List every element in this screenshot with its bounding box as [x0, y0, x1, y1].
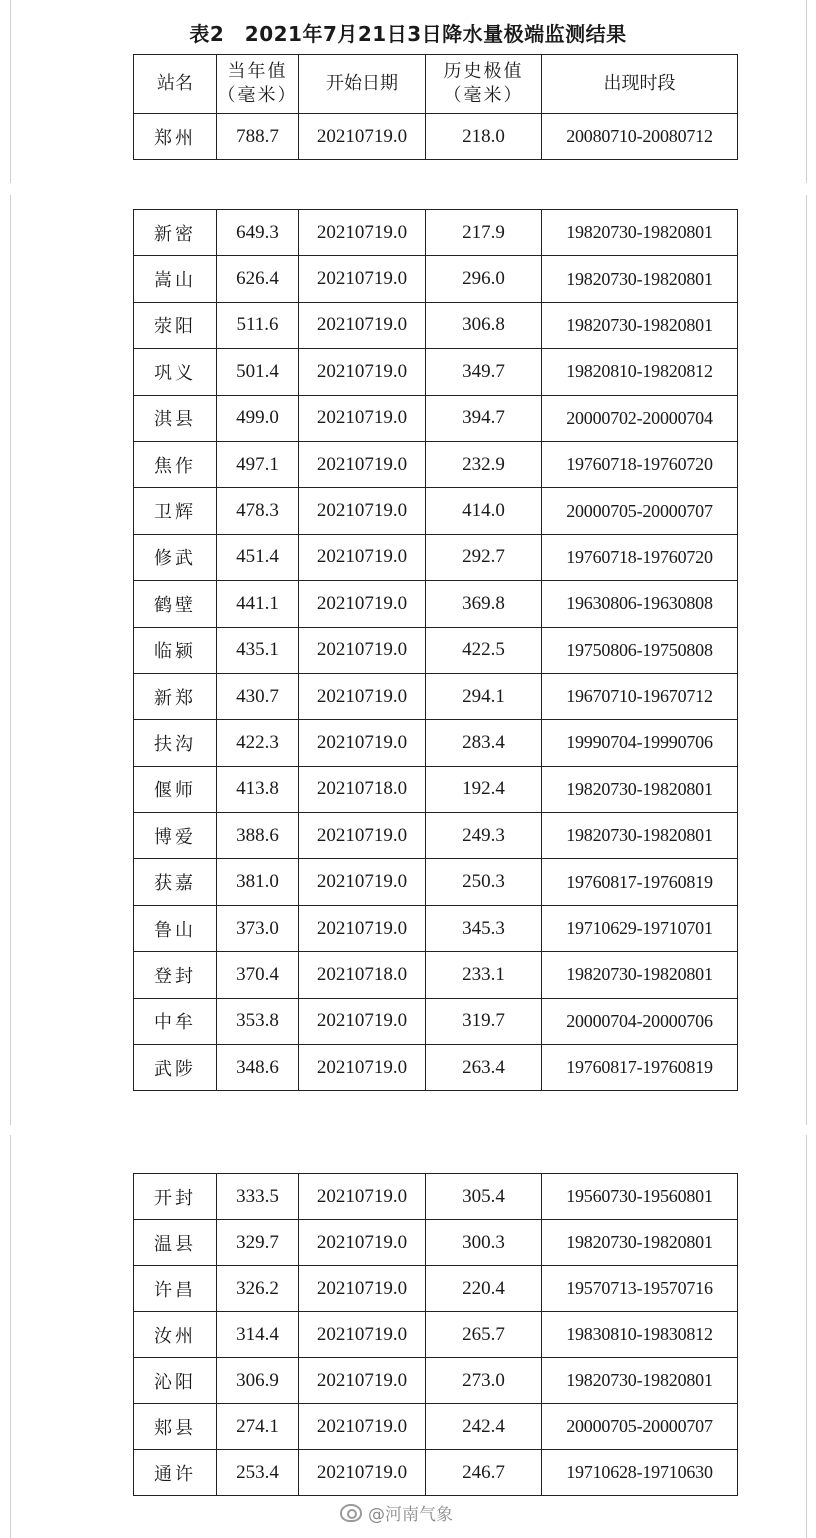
- station-cell: 温县: [134, 1220, 217, 1266]
- header-station: [134, 55, 217, 114]
- record-value-cell: 349.7: [426, 349, 542, 395]
- station-cell: 博爱: [134, 813, 217, 859]
- period-cell: 19710628-19710630: [542, 1450, 738, 1496]
- table-row: [134, 581, 738, 627]
- record-value-cell: 296.0: [426, 256, 542, 302]
- current-value-cell: 253.4: [217, 1450, 299, 1496]
- record-value-cell: 220.4: [426, 1266, 542, 1312]
- current-value-cell: 329.7: [217, 1220, 299, 1266]
- period-cell: 19760817-19760819: [542, 859, 738, 905]
- table-row: [134, 952, 738, 998]
- record-value-cell: 300.3: [426, 1220, 542, 1266]
- record-value-cell: 414.0: [426, 488, 542, 534]
- start-date-cell: 20210719.0: [299, 1045, 426, 1091]
- record-value-cell: 232.9: [426, 441, 542, 487]
- current-value-cell: 381.0: [217, 859, 299, 905]
- current-value-cell: 373.0: [217, 905, 299, 951]
- table-row: [134, 441, 738, 487]
- period-cell: 19820730-19820801: [542, 813, 738, 859]
- period-cell: 20080710-20080712: [542, 114, 738, 160]
- station-cell: 淇县: [134, 395, 217, 441]
- station-cell: 鲁山: [134, 905, 217, 951]
- current-value-cell: 430.7: [217, 673, 299, 719]
- station-cell: 焦作: [134, 441, 217, 487]
- weibo-watermark: [340, 1500, 453, 1525]
- record-value-cell: 242.4: [426, 1404, 542, 1450]
- current-value-cell: 274.1: [217, 1404, 299, 1450]
- watermark-text: @河南气象: [368, 1505, 453, 1525]
- start-date-cell: 20210719.0: [299, 395, 426, 441]
- table-row: [134, 256, 738, 302]
- current-value-cell: 626.4: [217, 256, 299, 302]
- station-cell: 武陟: [134, 1045, 217, 1091]
- period-cell: 19710629-19710701: [542, 905, 738, 951]
- station-cell: 新密: [134, 210, 217, 256]
- start-date-cell: 20210719.0: [299, 1404, 426, 1450]
- period-cell: 19820810-19820812: [542, 349, 738, 395]
- station-cell: 开封: [134, 1174, 217, 1220]
- table-row: [134, 998, 738, 1044]
- period-cell: 19760718-19760720: [542, 441, 738, 487]
- period-cell: 19820730-19820801: [542, 1220, 738, 1266]
- header-period: [542, 55, 738, 114]
- record-value-cell: 250.3: [426, 859, 542, 905]
- start-date-cell: 20210719.0: [299, 210, 426, 256]
- start-date-cell: 20210719.0: [299, 813, 426, 859]
- record-value-cell: 345.3: [426, 905, 542, 951]
- start-date-cell: 20210719.0: [299, 349, 426, 395]
- current-value-cell: 314.4: [217, 1312, 299, 1358]
- current-value-cell: 649.3: [217, 210, 299, 256]
- table-row: [134, 627, 738, 673]
- record-value-cell: 369.8: [426, 581, 542, 627]
- record-value-cell: 265.7: [426, 1312, 542, 1358]
- table-row: [134, 720, 738, 766]
- current-value-cell: 348.6: [217, 1045, 299, 1091]
- station-cell: 临颍: [134, 627, 217, 673]
- start-date-cell: 20210719.0: [299, 581, 426, 627]
- table-row: [134, 488, 738, 534]
- start-date-cell: 20210719.0: [299, 905, 426, 951]
- start-date-cell: 20210719.0: [299, 441, 426, 487]
- current-value-cell: 451.4: [217, 534, 299, 580]
- table-row: [134, 1404, 738, 1450]
- start-date-cell: 20210719.0: [299, 1450, 426, 1496]
- station-cell: 巩义: [134, 349, 217, 395]
- header-record-line1: 历史极值: [443, 61, 524, 82]
- period-cell: 19990704-19990706: [542, 720, 738, 766]
- period-cell: 20000704-20000706: [542, 998, 738, 1044]
- station-cell: 中牟: [134, 998, 217, 1044]
- start-date-cell: 20210719.0: [299, 1312, 426, 1358]
- record-value-cell: 249.3: [426, 813, 542, 859]
- period-cell: 19820730-19820801: [542, 766, 738, 812]
- table-row: [134, 349, 738, 395]
- record-value-cell: 306.8: [426, 302, 542, 348]
- period-cell: 19820730-19820801: [542, 952, 738, 998]
- record-value-cell: 292.7: [426, 534, 542, 580]
- table-section-1: [133, 54, 738, 160]
- start-date-cell: 20210719.0: [299, 1220, 426, 1266]
- start-date-cell: 20210719.0: [299, 302, 426, 348]
- period-cell: 20000705-20000707: [542, 1404, 738, 1450]
- period-cell: 19750806-19750808: [542, 627, 738, 673]
- table-row: [134, 1358, 738, 1404]
- left-page-edge-3: [10, 1135, 11, 1538]
- table-row: [134, 210, 738, 256]
- station-cell: 嵩山: [134, 256, 217, 302]
- table-row: [134, 859, 738, 905]
- right-page-edge-3: [806, 1135, 807, 1538]
- start-date-cell: 20210719.0: [299, 1174, 426, 1220]
- current-value-cell: 501.4: [217, 349, 299, 395]
- table-row: [134, 1045, 738, 1091]
- start-date-cell: 20210718.0: [299, 952, 426, 998]
- current-value-cell: 497.1: [217, 441, 299, 487]
- station-cell: 新郑: [134, 673, 217, 719]
- station-cell: 扶沟: [134, 720, 217, 766]
- record-value-cell: 263.4: [426, 1045, 542, 1091]
- section-3-body: [134, 1174, 738, 1496]
- table-row: [134, 673, 738, 719]
- station-cell: 修武: [134, 534, 217, 580]
- station-cell: 登封: [134, 952, 217, 998]
- period-cell: 19560730-19560801: [542, 1174, 738, 1220]
- section-1-body: [134, 114, 738, 160]
- record-value-cell: 246.7: [426, 1450, 542, 1496]
- table-row: [134, 1266, 738, 1312]
- record-value-cell: 422.5: [426, 627, 542, 673]
- current-value-cell: 306.9: [217, 1358, 299, 1404]
- station-cell: 获嘉: [134, 859, 217, 905]
- start-date-cell: 20210719.0: [299, 114, 426, 160]
- station-cell: 卫辉: [134, 488, 217, 534]
- record-value-cell: 283.4: [426, 720, 542, 766]
- record-value-cell: 192.4: [426, 766, 542, 812]
- current-value-cell: 478.3: [217, 488, 299, 534]
- current-value-cell: 413.8: [217, 766, 299, 812]
- header-current-line2: （毫米）: [217, 85, 298, 106]
- table-row: [134, 534, 738, 580]
- header-period-label: 出现时段: [603, 73, 676, 94]
- start-date-cell: 20210719.0: [299, 488, 426, 534]
- period-cell: 20000705-20000707: [542, 488, 738, 534]
- start-date-cell: 20210719.0: [299, 720, 426, 766]
- period-cell: 19820730-19820801: [542, 302, 738, 348]
- station-cell: 许昌: [134, 1266, 217, 1312]
- header-station-label: 站名: [157, 73, 193, 94]
- period-cell: 19760817-19760819: [542, 1045, 738, 1091]
- header-start-date: [299, 55, 426, 114]
- table-row: [134, 395, 738, 441]
- station-cell: 沁阳: [134, 1358, 217, 1404]
- period-cell: 19830810-19830812: [542, 1312, 738, 1358]
- table-row: [134, 1312, 738, 1358]
- start-date-cell: 20210719.0: [299, 673, 426, 719]
- table-section-3: [133, 1173, 738, 1496]
- station-cell: 鹤壁: [134, 581, 217, 627]
- period-cell: 19760718-19760720: [542, 534, 738, 580]
- record-value-cell: 218.0: [426, 114, 542, 160]
- header-current-line1: 当年值: [227, 61, 288, 82]
- start-date-cell: 20210718.0: [299, 766, 426, 812]
- station-cell: 通许: [134, 1450, 217, 1496]
- start-date-cell: 20210719.0: [299, 998, 426, 1044]
- period-cell: 19570713-19570716: [542, 1266, 738, 1312]
- header-record-line2: （毫米）: [443, 85, 524, 106]
- current-value-cell: 370.4: [217, 952, 299, 998]
- right-page-edge-2: [806, 195, 807, 1125]
- table-title: 表2 2021年7月21日3日降水量极端监测结果: [189, 22, 627, 46]
- record-value-cell: 294.1: [426, 673, 542, 719]
- current-value-cell: 326.2: [217, 1266, 299, 1312]
- table-section-2: [133, 209, 738, 1091]
- current-value-cell: 353.8: [217, 998, 299, 1044]
- station-cell: 郏县: [134, 1404, 217, 1450]
- station-cell: 郑州: [134, 114, 217, 160]
- station-cell: 汝州: [134, 1312, 217, 1358]
- record-value-cell: 319.7: [426, 998, 542, 1044]
- table-header-row: [134, 55, 738, 114]
- period-cell: 19820730-19820801: [542, 210, 738, 256]
- current-value-cell: 333.5: [217, 1174, 299, 1220]
- station-cell: 偃师: [134, 766, 217, 812]
- start-date-cell: 20210719.0: [299, 859, 426, 905]
- start-date-cell: 20210719.0: [299, 534, 426, 580]
- current-value-cell: 441.1: [217, 581, 299, 627]
- period-cell: 19670710-19670712: [542, 673, 738, 719]
- period-cell: 19630806-19630808: [542, 581, 738, 627]
- table-row: [134, 1220, 738, 1266]
- section-2-body: [134, 210, 738, 1091]
- period-cell: 19820730-19820801: [542, 256, 738, 302]
- weibo-icon: [340, 1504, 362, 1522]
- record-value-cell: 217.9: [426, 210, 542, 256]
- table-row: [134, 302, 738, 348]
- start-date-cell: 20210719.0: [299, 256, 426, 302]
- record-value-cell: 233.1: [426, 952, 542, 998]
- station-cell: 荥阳: [134, 302, 217, 348]
- table-row: [134, 1174, 738, 1220]
- table-row: [134, 766, 738, 812]
- current-value-cell: 435.1: [217, 627, 299, 673]
- table-row: [134, 114, 738, 160]
- current-value-cell: 422.3: [217, 720, 299, 766]
- start-date-cell: 20210719.0: [299, 1266, 426, 1312]
- table-row: [134, 813, 738, 859]
- start-date-cell: 20210719.0: [299, 627, 426, 673]
- left-page-edge-2: [10, 195, 11, 1125]
- record-value-cell: 394.7: [426, 395, 542, 441]
- current-value-cell: 788.7: [217, 114, 299, 160]
- period-cell: 20000702-20000704: [542, 395, 738, 441]
- period-cell: 19820730-19820801: [542, 1358, 738, 1404]
- current-value-cell: 499.0: [217, 395, 299, 441]
- start-date-cell: 20210719.0: [299, 1358, 426, 1404]
- table-row: [134, 905, 738, 951]
- record-value-cell: 305.4: [426, 1174, 542, 1220]
- current-value-cell: 388.6: [217, 813, 299, 859]
- header-current-value: [217, 55, 299, 114]
- header-record-value: [426, 55, 542, 114]
- header-start-date-label: 开始日期: [326, 73, 398, 94]
- table-row: [134, 1450, 738, 1496]
- current-value-cell: 511.6: [217, 302, 299, 348]
- record-value-cell: 273.0: [426, 1358, 542, 1404]
